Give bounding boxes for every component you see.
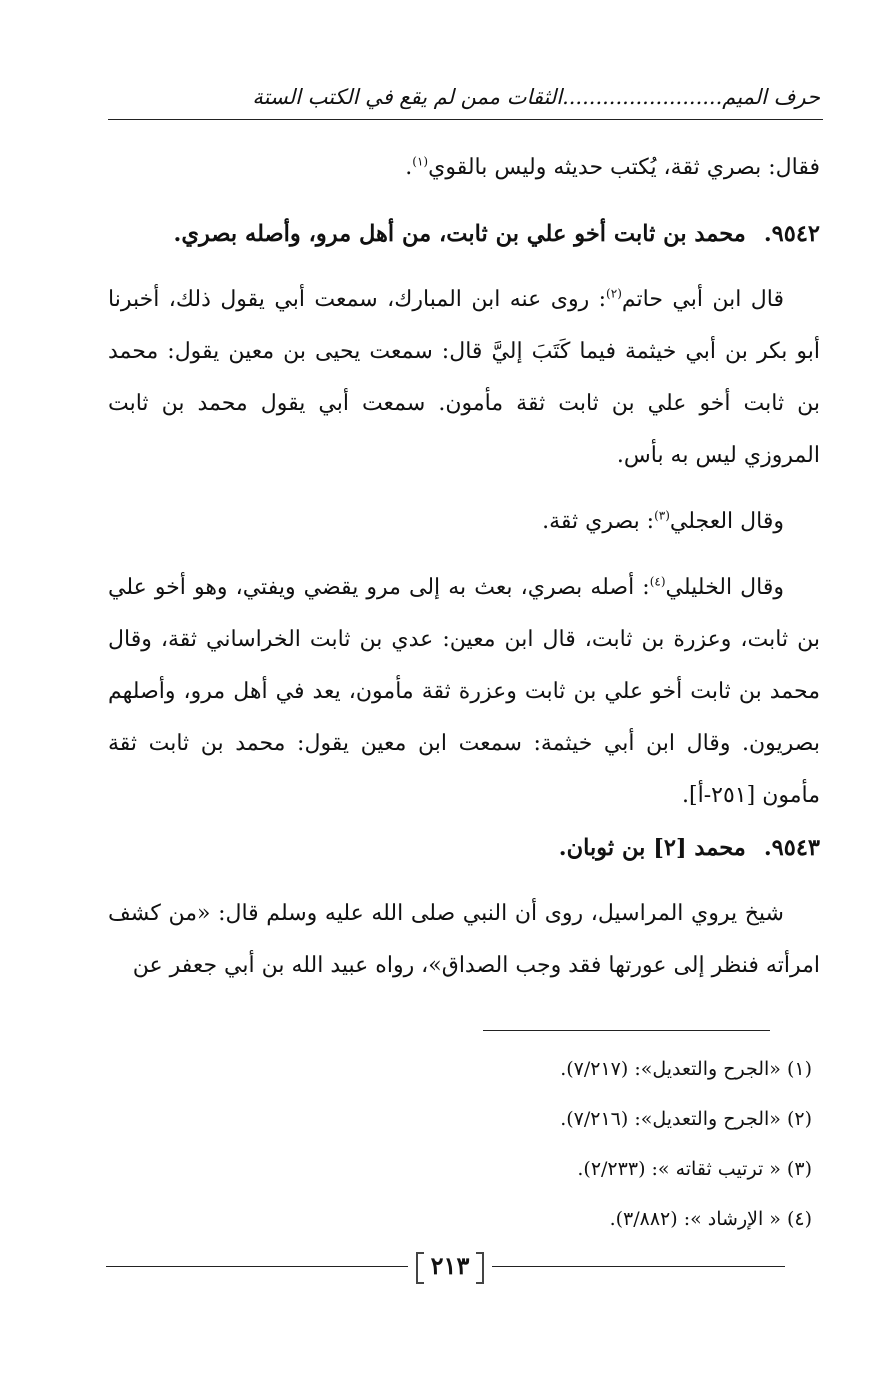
- footnote-4: (٤) « الإرشاد »: (٣/٨٨٢).: [609, 1208, 812, 1230]
- footnote-1: (١) «الجرح والتعديل»: (٧/٢١٧).: [560, 1058, 812, 1080]
- entry-title: محمد [٢] بن ثوبان.: [558, 835, 746, 861]
- entry-number: ٩٥٤٢.: [763, 221, 820, 247]
- header-book-title: الثقات ممن لم يقع في الكتب الستة: [252, 85, 563, 109]
- header-rule: [108, 119, 823, 120]
- paragraph-3-lead: وقال العجلي: [669, 509, 784, 534]
- footnotes: [400, 1044, 812, 1244]
- footer-rule-right: [492, 1266, 785, 1267]
- main-text: [108, 142, 820, 992]
- footer-rule-left: [106, 1266, 408, 1267]
- paragraph-1-end: .: [405, 155, 413, 180]
- paragraph-4-text: : أصله بصري، بعث به إلى مرو يقضي ويفتي، وهو أخو علي بن ثابت، وعزرة بن ثابت، قال ابن معين: عدي بن ثابت الخراساني ثقة، وقال محمد بن ثابت أخو علي بن ثابت وعزرة ثقة مأمون، يعد في أهل مرو، وأصلهم بصريون. وقال ابن أبي خيثمة: سمعت ابن معين يقول: محمد بن ثابت ثقة مأمون [٢٥١-أ].: [108, 575, 820, 808]
- page-number: ٢١٣: [410, 1248, 490, 1284]
- paragraph-4-lead: وقال الخليلي: [665, 575, 785, 600]
- footnote-ref-2[interactable]: (٢): [606, 286, 622, 301]
- paragraph-4: [108, 562, 820, 822]
- paragraph-1: [108, 142, 820, 194]
- running-header: [110, 80, 820, 114]
- paragraph-5-text: شيخ يروي المراسيل، روى أن النبي صلى الله عليه وسلم قال: «من كشف امرأته فنظر إلى عورتها فقد وجب الصداق»، رواه عبيد الله بن أبي جعفر عن: [108, 901, 820, 978]
- entry-title: محمد بن ثابت أخو علي بن ثابت، من أهل مرو، وأصله بصري.: [173, 221, 746, 247]
- paragraph-3-text: : بصري ثقة.: [542, 509, 655, 534]
- footnote-ref-3[interactable]: (٣): [654, 508, 670, 523]
- entry-heading-9542: [108, 208, 820, 260]
- paragraph-2-text: : روى عنه ابن المبارك، سمعت أبي يقول ذلك، أخبرنا أبو بكر بن أبي خيثمة فيما كَتَبَ إليَّ قال: سمعت يحيى بن معين يقول: محمد بن ثابت أخو علي بن ثابت ثقة مأمون. سمعت أبي يقول محمد بن ثابت المروزي ليس به بأس.: [108, 287, 820, 468]
- footnote-2: (٢) «الجرح والتعديل»: (٧/٢١٦).: [560, 1108, 812, 1130]
- entry-heading-9543: [108, 822, 820, 874]
- header-separator: ........................: [562, 85, 723, 109]
- paragraph-2: [108, 274, 820, 482]
- footnote-ref-1[interactable]: (١): [412, 154, 429, 169]
- paragraph-5: [108, 888, 820, 992]
- footnote-ref-4[interactable]: (٤): [649, 574, 666, 589]
- header-chapter: حرف الميم: [722, 85, 820, 109]
- entry-number: ٩٥٤٣.: [763, 835, 820, 861]
- footnote-rule: [483, 1030, 770, 1031]
- paragraph-3: [108, 496, 820, 548]
- paragraph-1-text: فقال: بصري ثقة، يُكتب حديثه وليس بالقوي: [428, 155, 820, 180]
- paragraph-2-lead: قال ابن أبي حاتم: [621, 287, 784, 312]
- footnote-3: (٣) « ترتيب ثقاته »: (٢/٢٣٣).: [577, 1158, 812, 1180]
